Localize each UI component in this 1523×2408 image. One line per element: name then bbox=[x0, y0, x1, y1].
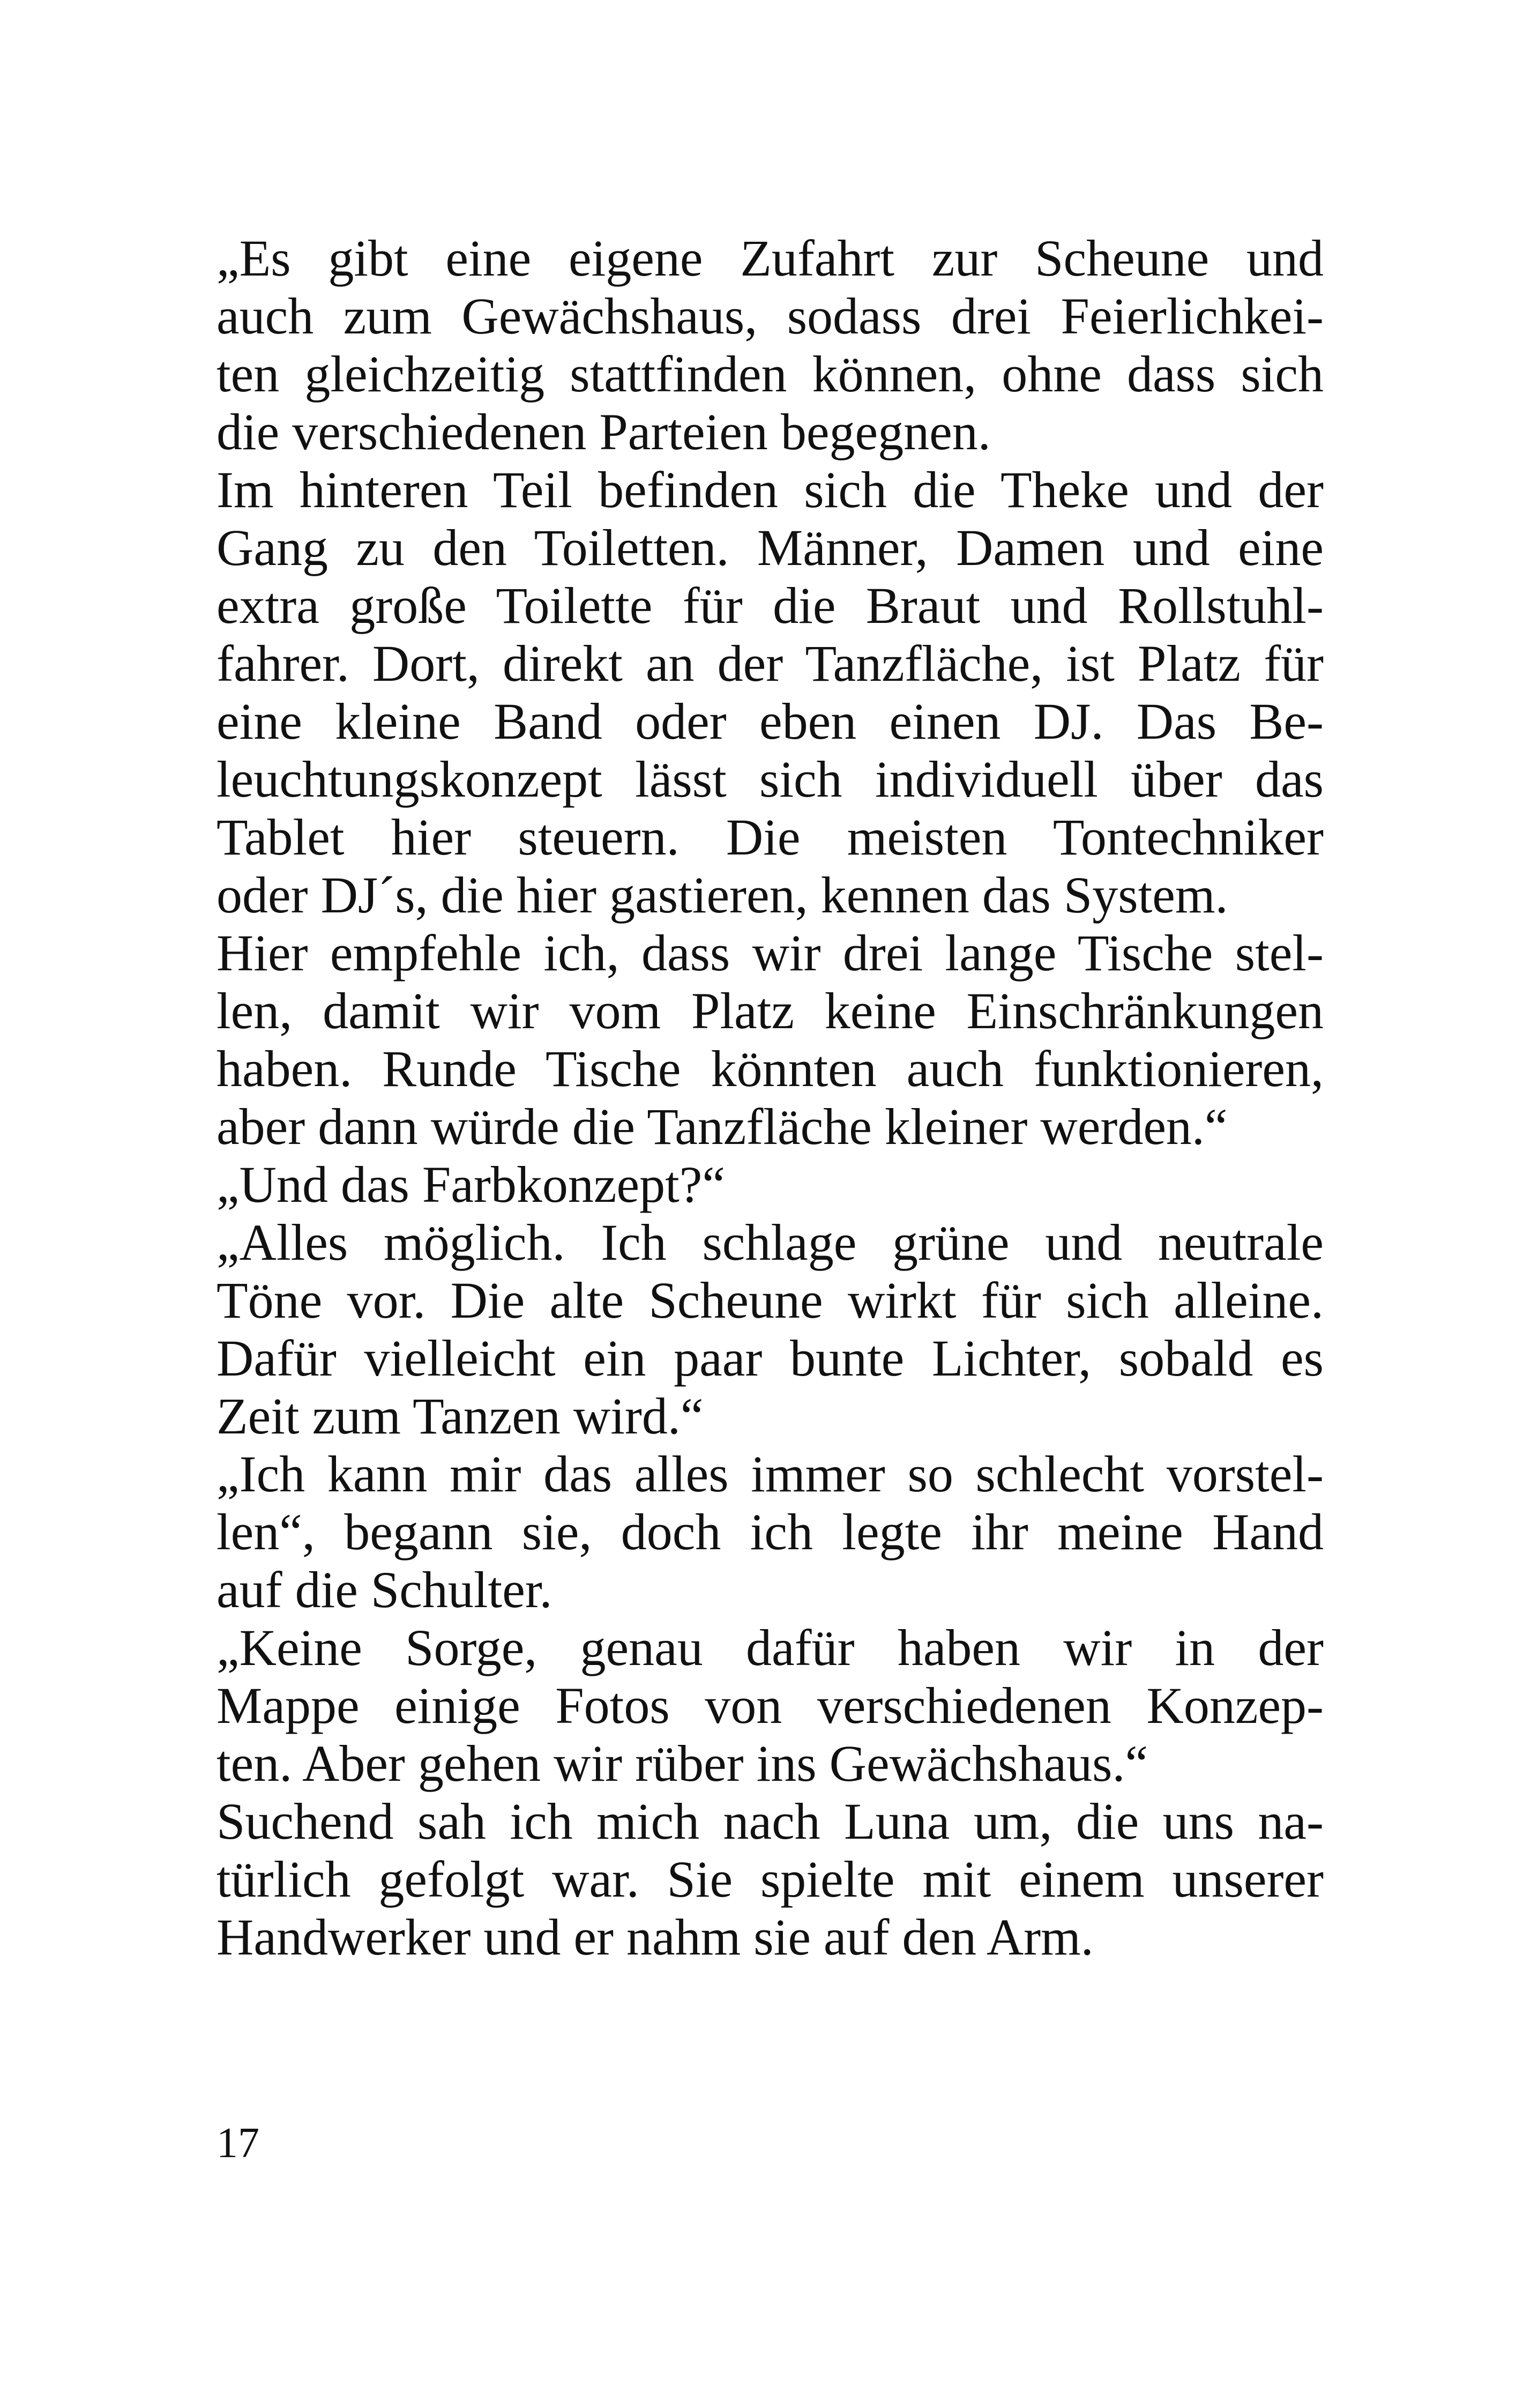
text-line: auf die Schulter. bbox=[216, 1561, 553, 1618]
text-line: „Alles möglich. Ich schlage grüne und neutrale bbox=[216, 1214, 1324, 1271]
text-line: „Es gibt eine eigene Zufahrt zur Scheune und bbox=[216, 229, 1324, 287]
text-line: Im hinteren Teil befinden sich die Theke und der bbox=[216, 461, 1324, 518]
text-line: extra große Toilette für die Braut und Rollstuhl- bbox=[216, 577, 1324, 634]
text-line: haben. Runde Tische könnten auch funktionieren, bbox=[216, 1040, 1324, 1097]
text-line: Tablet hier steuern. Die meisten Tontechniker bbox=[216, 808, 1324, 866]
text-line: fahrer. Dort, direkt an der Tanzfläche, ist Platz für bbox=[216, 635, 1324, 692]
text-line: türlich gefolgt war. Sie spielte mit einem unserer bbox=[216, 1850, 1324, 1908]
text-line: „Keine Sorge, genau dafür haben wir in der bbox=[216, 1619, 1324, 1676]
text-line: Gang zu den Toiletten. Männer, Damen und eine bbox=[216, 519, 1324, 576]
text-line: Töne vor. Die alte Scheune wirkt für sich alleine. bbox=[216, 1272, 1324, 1329]
text-line: len“, begann sie, doch ich legte ihr meine Hand bbox=[216, 1503, 1324, 1560]
text-line: die verschiedenen Parteien begegnen. bbox=[216, 403, 991, 460]
text-line: Dafür vielleicht ein paar bunte Lichter, sobald es bbox=[216, 1329, 1324, 1387]
text-line: Mappe einige Fotos von verschiedenen Konzep- bbox=[216, 1677, 1324, 1734]
text-line: aber dann würde die Tanzfläche kleiner werden.“ bbox=[216, 1098, 1228, 1155]
text-line: ten gleichzeitig stattfinden können, ohne dass sich bbox=[216, 345, 1324, 403]
text-line: Suchend sah ich mich nach Luna um, die uns na- bbox=[216, 1793, 1324, 1850]
text-line: ten. Aber gehen wir rüber ins Gewächshaus.“ bbox=[216, 1735, 1148, 1792]
text-line: eine kleine Band oder eben einen DJ. Das Be- bbox=[216, 693, 1324, 750]
text-line: auch zum Gewächshaus, sodass drei Feierlichkei- bbox=[216, 287, 1324, 345]
text-line: Zeit zum Tanzen wird.“ bbox=[216, 1387, 704, 1445]
text-line: oder DJ´s, die hier gastieren, kennen das System. bbox=[216, 866, 1228, 924]
body-text bbox=[216, 229, 1324, 1966]
text-line: „Ich kann mir das alles immer so schlecht vorstel- bbox=[216, 1445, 1324, 1503]
text-line: Hier empfehle ich, dass wir drei lange Tische stel- bbox=[216, 924, 1324, 982]
text-line: „Und das Farbkonzept?“ bbox=[216, 1156, 725, 1213]
text-line: Handwerker und er nahm sie auf den Arm. bbox=[216, 1908, 1094, 1966]
page-number: 17 bbox=[216, 2120, 259, 2167]
text-line: leuchtungskonzept lässt sich individuell über das bbox=[216, 750, 1324, 808]
text-line: len, damit wir vom Platz keine Einschränkungen bbox=[216, 982, 1324, 1039]
